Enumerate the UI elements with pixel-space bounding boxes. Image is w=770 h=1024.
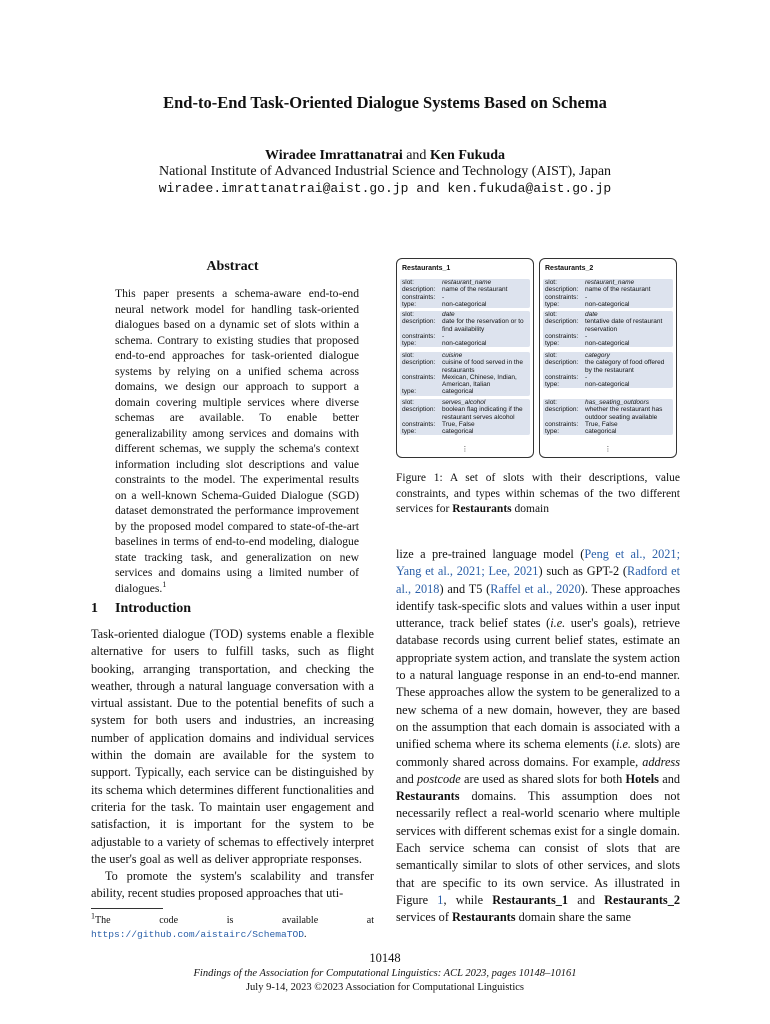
slot-field-key: description: xyxy=(545,359,579,367)
slot-field-key: constraints: xyxy=(545,293,579,301)
slot-field-value: non-categorical xyxy=(585,381,630,389)
slot-field-value: - xyxy=(585,373,588,381)
slot-row xyxy=(543,359,673,374)
more-slots-ellipsis: ⋮ xyxy=(461,446,469,453)
slot-field-value: restaurant_name xyxy=(442,279,492,286)
slot-field-key: type: xyxy=(545,381,560,389)
slot-box xyxy=(400,352,530,396)
slot-row xyxy=(400,301,530,308)
panel-title: Restaurants_1 xyxy=(402,265,451,272)
body-text: lize a pre-trained language model ( xyxy=(396,547,585,561)
slot-row xyxy=(400,421,530,428)
slot-row xyxy=(543,311,673,318)
body-text: user's goals), retrieve database records using current belief states, estimate an appropriate system action, and translate the system action to a natural language response in an end-to-end manner. These approaches allow the system to be generalized to a new schema of a new domain, however, they are based on the assumption that each domain is associated with a unified schema where its schema elements ( xyxy=(396,616,680,752)
slot-row xyxy=(543,399,673,406)
authors-and: and xyxy=(406,148,427,163)
slot-row xyxy=(543,279,673,286)
footnote xyxy=(91,911,374,942)
slot-box xyxy=(543,352,673,388)
slot-field-key: description: xyxy=(402,359,436,367)
footnote-rule xyxy=(91,908,163,909)
slot-field-value: non-categorical xyxy=(442,300,487,308)
slot-field-key: description: xyxy=(545,406,579,414)
slot-row xyxy=(543,294,673,301)
intro-paragraph-1: Task-oriented dialogue (TOD) systems enable a flexible alternative for users to fulfill tasks, such as flight booking, arranging transportation, and checking the weather, through a natural language conversation with a virtual assistant. Due to the potential benefits of such a system for both users and industries, an increasing number of application domains and individual services within the domain are available for the system to support. Typically, each service can be distinguished by its schema which determines different functionalities and criteria for the task. To maintain user engagement and satisfaction, it is important for the system to be adjustable to a variety of schemas to effectively interpret the user's goal as well as deliver appropriate responses. xyxy=(91,627,374,866)
slot-field-value: date xyxy=(442,311,455,318)
body-italic: i.e. xyxy=(615,737,632,752)
affiliation: National Institute of Advanced Industrial Science and Technology (AIST), Japan xyxy=(158,164,612,179)
slot-field-value: category xyxy=(585,352,610,359)
service-bold: Restaurants_2 xyxy=(604,892,681,907)
schema-panel-restaurants-2 xyxy=(539,258,677,458)
slot-row xyxy=(400,294,530,301)
slot-field-key: constraints: xyxy=(402,293,436,301)
slot-row xyxy=(543,286,673,293)
section-title: Introduction xyxy=(115,601,191,616)
slot-row xyxy=(400,359,530,374)
slot-box xyxy=(543,279,673,308)
right-column-body xyxy=(396,546,680,927)
slot-field-value: cuisine of food served in the restaurants xyxy=(442,359,523,374)
caption-bold: Restaurants xyxy=(452,503,512,515)
slot-name-italic: address xyxy=(642,754,680,769)
footnote-end: . xyxy=(304,929,307,940)
slot-field-key: type: xyxy=(545,340,560,348)
slot-field-value: whether the restaurant has outdoor seating available xyxy=(585,406,663,421)
slot-field-value: date xyxy=(585,311,598,318)
slot-name-italic: postcode xyxy=(417,771,461,786)
slot-box xyxy=(543,399,673,435)
slot-row xyxy=(543,421,673,428)
slot-box xyxy=(400,399,530,435)
slot-field-key: slot: xyxy=(402,399,414,406)
citation-link[interactable]: Peng et al., 2021; Yang et al., 2021; Lee, 2021 xyxy=(396,547,680,579)
copyright-line: July 9-14, 2023 ©2023 Association for Computational Linguistics xyxy=(245,982,525,993)
domain-bold: Restaurants xyxy=(452,910,516,925)
body-text: slots) are commonly shared across domains. For example, xyxy=(396,737,680,769)
slot-field-key: constraints: xyxy=(545,373,579,381)
slot-field-key: type: xyxy=(402,340,417,348)
slot-field-value: True, False xyxy=(585,420,618,428)
page-number: 10148 xyxy=(369,951,401,965)
body-text: are used as shared slots for both xyxy=(460,771,626,786)
venue-line: Findings of the Association for Computational Linguistics: ACL 2023, pages 10148–10161 xyxy=(193,968,577,979)
domain-bold: Restaurants xyxy=(396,789,460,804)
author-emails: wiradee.imrattanatrai@aist.go.jp and ken.fukuda@aist.go.jp xyxy=(158,181,612,196)
author-1: Wiradee Imrattanatrai xyxy=(264,148,403,163)
body-text: , while xyxy=(443,892,493,907)
slot-field-value: restaurant_name xyxy=(585,279,635,286)
slot-field-value: boolean flag indicating if the restaurant serves alcohol xyxy=(442,406,523,421)
slot-field-value: has_seating_outdoors xyxy=(585,399,649,406)
slot-field-key: constraints: xyxy=(545,332,579,340)
slot-field-value: cuisine xyxy=(442,352,463,359)
slot-row xyxy=(400,286,530,293)
slot-row xyxy=(400,318,530,333)
body-text: and xyxy=(658,771,680,786)
slot-row xyxy=(543,374,673,381)
slot-field-key: type: xyxy=(545,428,560,436)
slot-field-key: description: xyxy=(545,318,579,326)
slot-row xyxy=(400,399,530,406)
footnote-marker[interactable]: 1 xyxy=(162,579,167,589)
service-bold: Restaurants_1 xyxy=(492,892,569,907)
slot-row xyxy=(543,340,673,347)
slot-row xyxy=(400,352,530,359)
slot-row xyxy=(400,340,530,347)
slot-row xyxy=(400,406,530,421)
slot-field-value: categorical xyxy=(442,388,474,396)
body-text: and xyxy=(568,892,605,907)
slot-field-key: slot: xyxy=(545,399,557,406)
body-text: ). These approaches identify task-specific slots and values within a user input utterance, track belief states ( xyxy=(396,581,680,631)
figure-ref-link[interactable]: 1 xyxy=(437,892,444,907)
slot-field-key: constraints: xyxy=(545,420,579,428)
schema-panel-restaurants-1 xyxy=(396,258,534,458)
slot-row xyxy=(543,381,673,388)
slot-field-key: type: xyxy=(402,388,417,396)
slot-field-key: slot: xyxy=(545,279,557,286)
slot-field-value: date for the reservation or to find availability xyxy=(442,318,524,333)
footnote-number: 1 xyxy=(91,911,95,921)
slot-field-key: description: xyxy=(545,286,579,294)
slot-field-key: description: xyxy=(402,406,436,414)
slot-row xyxy=(543,406,673,421)
introduction-body xyxy=(91,626,374,903)
body-text: domains. This assumption does not necessarily reflect a real-world scenario where multiple services with different schemas exist for a single domain. Each service schema can consist of slots that are semantically similar to slots of other services, and slots that are specific to its own service. As illustrated in Figure xyxy=(396,789,680,907)
slot-field-key: slot: xyxy=(402,352,414,359)
slot-row xyxy=(400,279,530,286)
intro-paragraph-2: To promote the system's scalability and transfer ability, recent studies proposed approaches that uti- xyxy=(91,869,374,901)
section-heading-introduction xyxy=(91,601,191,617)
figure-1 xyxy=(396,258,680,458)
more-slots-ellipsis: ⋮ xyxy=(604,446,612,453)
slot-row xyxy=(543,352,673,359)
citation-link[interactable]: Radford et al., 2018 xyxy=(396,564,680,596)
abstract-text xyxy=(115,286,359,596)
slot-field-value: the category of food offered by the restaurant xyxy=(585,359,665,374)
body-text: and xyxy=(396,771,418,786)
footnote-text: The code is available at xyxy=(95,915,374,926)
panel-title: Restaurants_2 xyxy=(545,265,594,272)
slot-field-key: description: xyxy=(402,318,436,326)
slot-field-value: serves_alcohol xyxy=(442,399,486,406)
abstract-heading: Abstract xyxy=(206,259,259,274)
slot-box xyxy=(543,311,673,347)
slot-field-key: description: xyxy=(402,286,436,294)
caption-text: Figure 1: A set of slots with their descriptions, value constraints, and types within schemas of the two different services for xyxy=(396,472,680,515)
slot-row xyxy=(543,318,673,333)
slot-field-key: slot: xyxy=(545,352,557,359)
slot-field-value: - xyxy=(585,293,588,301)
slot-field-value: name of the restaurant xyxy=(442,286,508,294)
slot-field-value: categorical xyxy=(442,428,474,436)
slot-field-value: categorical xyxy=(585,428,617,436)
slot-field-key: slot: xyxy=(402,311,414,318)
slot-field-key: slot: xyxy=(545,311,557,318)
slot-field-key: type: xyxy=(545,300,560,308)
slot-field-value: non-categorical xyxy=(585,300,630,308)
section-number: 1 xyxy=(91,601,98,616)
body-text: services of xyxy=(396,910,452,925)
slot-row xyxy=(400,311,530,318)
citation-link[interactable]: Raffel et al., 2020 xyxy=(490,581,581,596)
caption-text-end: domain xyxy=(514,503,549,515)
slot-row xyxy=(400,388,530,395)
body-text: ) and T5 ( xyxy=(439,581,491,596)
slot-field-value: non-categorical xyxy=(585,340,630,348)
slot-field-key: constraints: xyxy=(402,332,436,340)
authors-line xyxy=(0,148,770,164)
abstract-paragraph: This paper presents a schema-aware end-to-end neural network model for handling task-oriented dialogues based on a dynamic set of slots within a schema. Contrary to existing studies that proposed end-to-end approaches for task-oriented dialogue systems by relying on a unified schema across domains, we design our approach to support a domain covering multiple services where diverse schemas are available. To enable better generalizability among services and domains with different schemas, we supply the schema's context information including slot descriptions and value constraints to the model. The experimental results on a well-known Schema-Guided Dialogue (SGD) dataset demonstrated the performance improvement by the proposed model compared to state-of-the-art baselines in terms of end-to-end modeling, dialogue state tracking task, and generalization on new services and domains using a limited number of dialogues. xyxy=(115,287,359,595)
slot-field-key: type: xyxy=(402,428,417,436)
slot-field-value: True, False xyxy=(442,420,475,428)
slot-field-value: tentative date of restaurant reservation xyxy=(585,318,663,333)
body-italic: i.e. xyxy=(550,616,566,631)
slot-row xyxy=(400,428,530,435)
slot-field-value: name of the restaurant xyxy=(585,286,651,294)
slot-box xyxy=(400,311,530,347)
slot-field-value: non-categorical xyxy=(442,340,487,348)
slot-field-key: constraints: xyxy=(402,420,436,428)
slot-row xyxy=(400,333,530,340)
body-text: domain share the same xyxy=(515,910,631,925)
domain-bold: Hotels xyxy=(625,771,659,786)
body-text: ) such as GPT-2 ( xyxy=(538,564,628,579)
slot-row xyxy=(543,301,673,308)
slot-box xyxy=(400,279,530,308)
slot-field-key: slot: xyxy=(402,279,414,286)
author-2: Ken Fukuda xyxy=(429,148,506,163)
paper-title: End-to-End Task-Oriented Dialogue Systems Based on Schema xyxy=(163,93,607,112)
slot-row xyxy=(543,428,673,435)
slot-field-value: - xyxy=(585,332,588,340)
slot-field-key: constraints: xyxy=(402,373,436,381)
footnote-link[interactable]: https://github.com/aistairc/SchemaTOD xyxy=(91,929,305,940)
slot-row xyxy=(543,333,673,340)
slot-field-value: - xyxy=(442,293,445,301)
slot-field-key: type: xyxy=(402,300,417,308)
slot-field-value: - xyxy=(442,332,445,340)
slot-field-value: Mexican, Chinese, Indian, American, Italian xyxy=(442,373,517,389)
slot-row xyxy=(400,374,530,389)
figure-caption xyxy=(396,471,680,518)
